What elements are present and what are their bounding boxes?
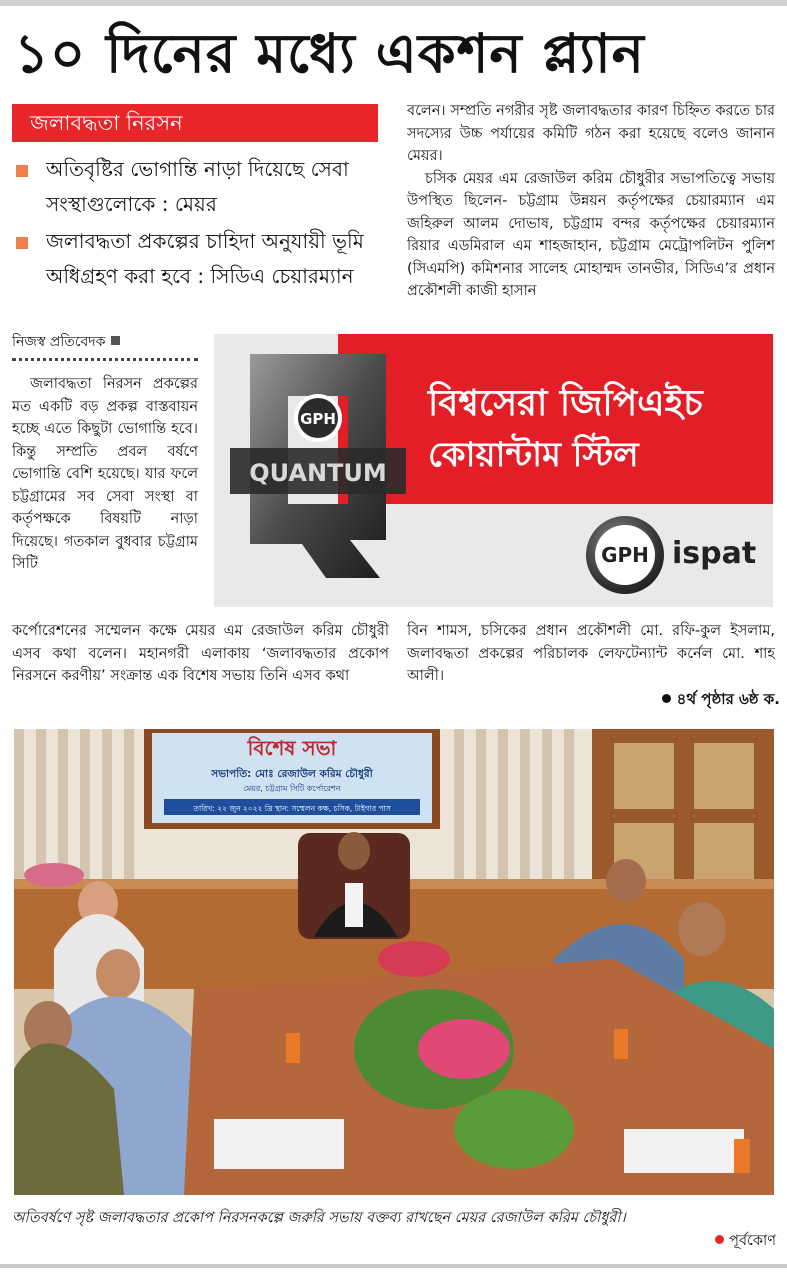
subheadline-text: জলাবদ্ধতা প্রকল্পের চাহিদা অনুযায়ী ভূমি অধিগ্রহণ করা হবে : সিডিএ চেয়ারম্যান	[46, 229, 364, 288]
top-rule	[0, 0, 787, 6]
advertisement[interactable]	[214, 334, 773, 607]
bottom-rule	[0, 1264, 787, 1268]
square-bullet-icon	[16, 237, 28, 249]
banner-chair: সভাপতি: মোঃ রেজাউল করিম চৌধুরী	[211, 768, 373, 780]
subheadline-item	[12, 224, 390, 294]
continued-marker[interactable]	[620, 688, 780, 713]
continued-text: ৪র্থ পৃষ্ঠার ৬ষ্ঠ ক.	[676, 690, 780, 708]
ad-brand-mark: GPH	[300, 410, 336, 428]
photo-caption: অতিবর্ষণে সৃষ্ট জলাবদ্ধতার প্রকোপ নিরসনকল্পে জরুরি সভায় বক্তব্য রাখছেন মেয়র রেজাউল করিম চৌধুরী।	[12, 1210, 626, 1226]
article-column-left	[12, 373, 198, 576]
square-icon	[111, 336, 120, 345]
article-paragraph: কর্পোরেশনের সম্মেলন কক্ষে মেয়র এম রেজাউল করিম চৌধুরী এসব কথা বলেন। মহানগরী এলাকায় ‘জলাবদ্ধতার প্রকোপ নিরসনে করণীয়’ সংক্রান্ত এক বিশেষ সভায় তিনি এসব কথা	[12, 623, 389, 684]
byline	[12, 332, 202, 352]
subheadline-item	[12, 152, 390, 222]
ad-logo-word: ispat	[672, 536, 757, 571]
banner-date: তারিখ: ২২ জুন ২০২২ খ্রি স্থান: সম্মেলন কক্ষ, চসিক, টাইগার পাস	[193, 804, 391, 813]
banner-title: বিশেষ সভা	[247, 736, 337, 760]
byline-text: নিজস্ব প্রতিবেদক	[12, 334, 106, 350]
article-paragraph: বিন শামস, চসিকের প্রধান প্রকৌশলী মো. রফি-কুল ইসলাম, জলাবদ্ধতা প্রকল্পের পরিচালক লেফটেন্যান্ট কর্নেল মো. শাহ আলী।	[407, 623, 775, 684]
ad-q-word: QUANTUM	[249, 459, 387, 487]
subheadline-list	[12, 152, 390, 296]
ad-headline-line2: কোয়ান্টাম স্টিল	[428, 435, 639, 475]
square-bullet-icon	[16, 165, 28, 177]
headline: ১০ দিনের মধ্যে একশন প্ল্যান	[14, 22, 645, 85]
ad-headline-line1: বিশ্বসেরা জিপিএইচ	[428, 383, 703, 424]
section-tag: জলাবদ্ধতা নিরসন	[12, 104, 378, 142]
dotted-divider	[12, 358, 198, 361]
quantum-q-logo-icon	[230, 344, 406, 588]
bullet-dot-icon	[662, 694, 671, 703]
ad-logo-text: GPH	[595, 525, 655, 585]
banner-role: মেয়র, চট্টগ্রাম সিটি কর্পোরেশন	[243, 784, 341, 793]
article-column-right-top	[407, 100, 775, 303]
subheadline-text: অতিবৃষ্টির ভোগান্তি নাড়া দিয়েছে সেবা সংস্থাগুলোকে : মেয়র	[46, 157, 349, 216]
gph-logo-icon	[586, 516, 664, 594]
meeting-photo	[14, 729, 774, 1195]
article-paragraph: চসিক মেয়র এম রেজাউল করিম চৌধুরীর সভাপতিত্বে সভায় উপস্থিত ছিলেন- চট্টগ্রাম উন্নয়ন কর্তৃপক্ষের চেয়ারম্যান এম জহিরুল আলম দোভাষ, চট্টগ্রাম বন্দর কর্তৃপক্ষের চেয়ারম্যান রিয়ার এডমিরাল এম শাহজাহান, চট্টগ্রাম মেট্রোপলিটন পুলিশ (সিএমপি) কমিশনার সালেহ মোহাম্মদ তানভীর, সিডিএ’র প্রধান প্রকৌশলী কাজী হাসান	[407, 170, 775, 299]
article-paragraph: বলেন। সম্প্রতি নগরীর সৃষ্ট জলাবদ্ধতার কারণ চিহ্নিত করতে চার সদস্যের উচ্চ পর্যায়ের কমিটি গঠন করা হয়েছে বলেও জানান মেয়র।	[407, 103, 775, 164]
article-column-bottom-right	[407, 620, 775, 688]
article-paragraph: জলাবদ্ধতা নিরসন প্রকল্পের মত একটি বড় প্রকল্প বাস্তবায়ন হচ্ছে এতে কিছুটা ভোগান্তি হবে। কিন্তু সম্প্রতি প্রবল বর্ষণে ভোগান্তি বেশি হয়েছে। যার ফলে চট্টগ্রামের সব সেবা সংস্থা বা কর্তৃপক্ষকে বিষয়টি নাড়া দিয়েছে। গতকাল বুধবার চট্টগ্রাম সিটি	[12, 376, 198, 572]
article-column-bottom-left	[12, 620, 389, 688]
photo-credit-text: পূর্বকোণ	[729, 1233, 776, 1249]
photo-credit	[684, 1230, 776, 1254]
bullet-dot-icon	[715, 1235, 724, 1244]
